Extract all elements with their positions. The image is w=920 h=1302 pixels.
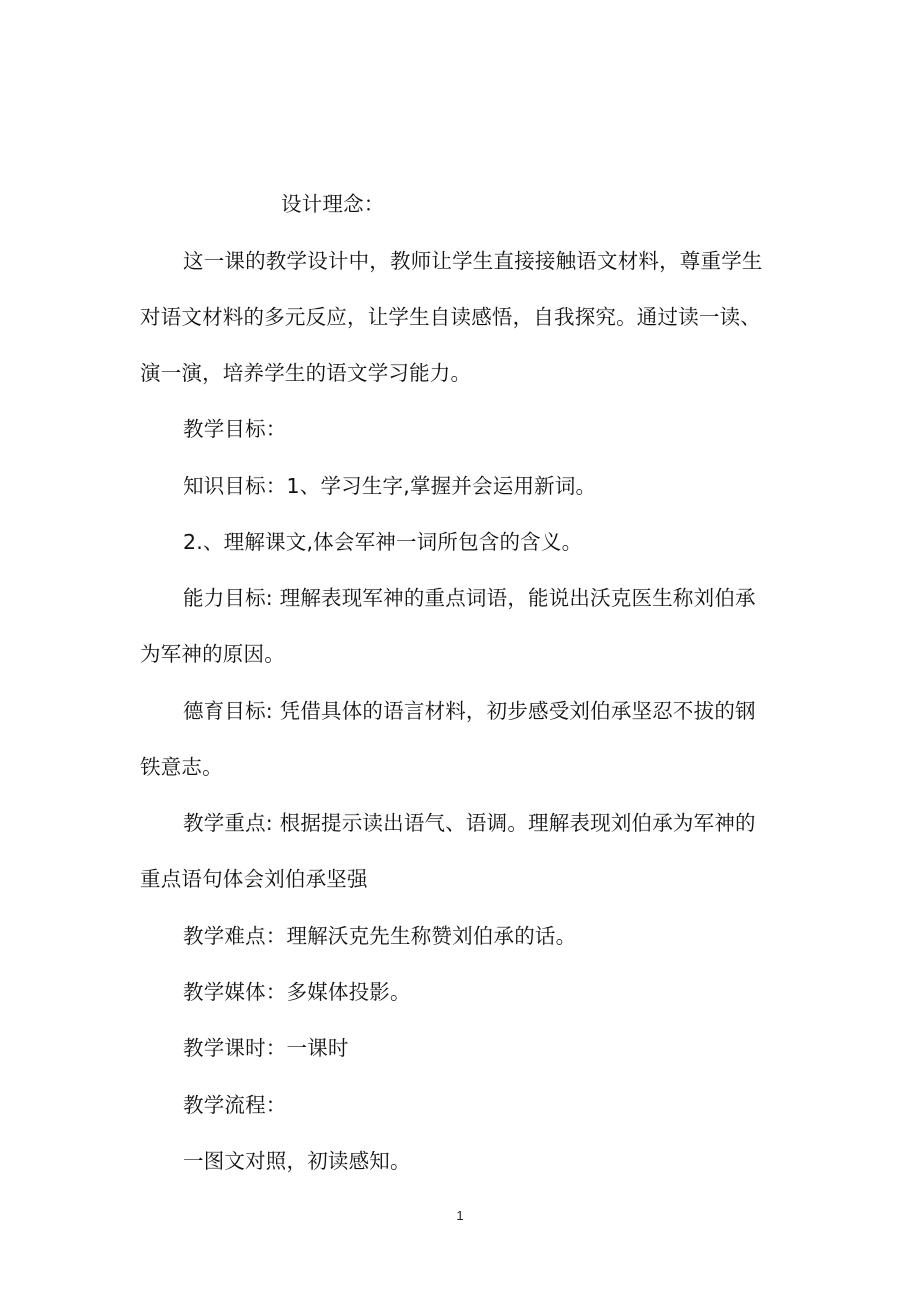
moral-objective-line: 铁意志。 <box>140 755 223 779</box>
knowledge-objective-1: 知识目标：1、学习生字,掌握并会运用新词。 <box>183 474 597 498</box>
ability-objective-line: 为军神的原因。 <box>140 642 285 666</box>
ability-objective-line: 能力目标: 理解表现军神的重点词语，能说出沃克医生称刘伯承 <box>183 586 756 610</box>
teaching-media: 教学媒体：多媒体投影。 <box>183 980 411 1004</box>
teaching-focus-line: 教学重点: 根据提示读出语气、语调。理解表现刘伯承为军神的 <box>183 811 756 835</box>
heading-teaching-process: 教学流程： <box>183 1093 287 1117</box>
moral-objective-line: 德育目标: 凭借具体的语言材料，初步感受刘伯承坚忍不拔的钢 <box>183 699 756 723</box>
process-step-1: 一图文对照，初读感知。 <box>183 1149 411 1173</box>
paragraph-line: 这一课的教学设计中，教师让学生直接接触语文材料，尊重学生 <box>183 249 763 273</box>
paragraph-line: 演一演，培养学生的语文学习能力。 <box>140 361 472 385</box>
knowledge-objective-2: 2.、理解课文,体会军神一词所包含的含义。 <box>183 530 583 554</box>
page-number: 1 <box>456 1208 464 1223</box>
teaching-focus-line: 重点语句体会刘伯承坚强 <box>140 867 368 891</box>
paragraph-line: 对语文材料的多元反应，让学生自读感悟，自我探究。通过读一读、 <box>140 305 761 329</box>
teaching-periods: 教学课时：一课时 <box>183 1036 349 1060</box>
heading-teaching-objectives: 教学目标： <box>183 417 287 441</box>
teaching-difficulty: 教学难点：理解沃克先生称赞刘伯承的话。 <box>183 924 577 948</box>
heading-design-concept: 设计理念： <box>281 192 385 216</box>
